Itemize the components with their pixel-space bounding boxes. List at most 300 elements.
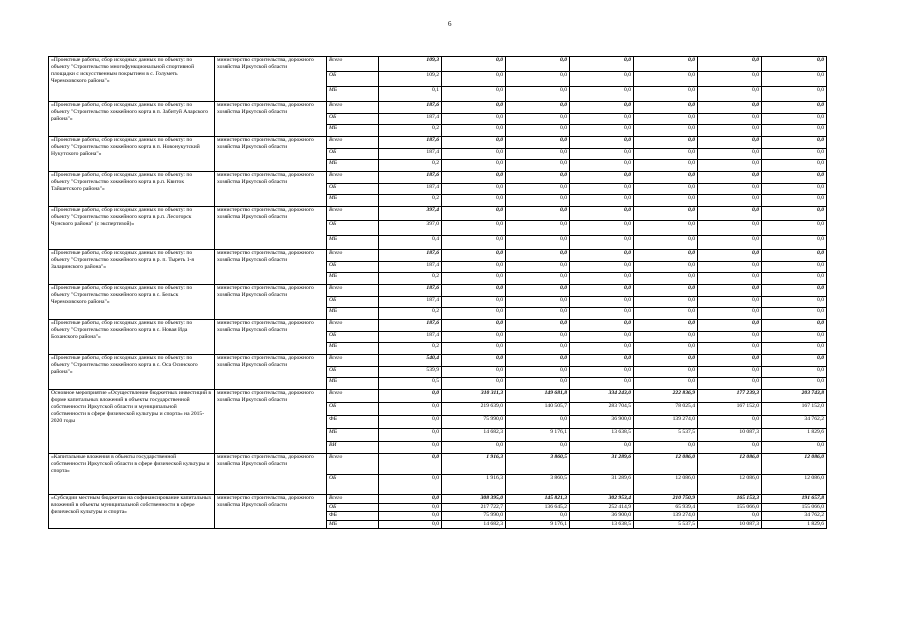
amount-cell: 0,0 (634, 355, 698, 367)
amount-cell: 0,0 (762, 184, 827, 195)
amount-cell: 0,0 (442, 297, 506, 308)
amount-cell: 0,0 (698, 160, 762, 172)
amount-cell: 0,0 (762, 207, 827, 221)
table-row-total (49, 454, 827, 475)
amount-cell: 0,0 (442, 221, 506, 236)
amount-cell: 0,0 (698, 102, 762, 114)
amount-cell: 155 066,0 (698, 504, 762, 512)
amount-cell: 3 860,5 (506, 454, 570, 475)
amount-cell: 0,0 (506, 378, 570, 390)
amount-cell: 0,0 (698, 512, 762, 521)
amount-cell: 13 638,5 (570, 521, 634, 529)
amount-cell: 0,0 (570, 207, 634, 221)
amount-cell: 397,0 (379, 221, 442, 236)
amount-cell: 34 762,2 (762, 512, 827, 521)
amount-cell: 0,0 (570, 285, 634, 297)
responsible-executor: министерство строительства, дорожного хозяйства Иркутской области (215, 285, 327, 320)
amount-cell: 0,0 (442, 442, 506, 454)
amount-cell: 0,0 (506, 102, 570, 114)
amount-cell: 0,0 (442, 250, 506, 262)
amount-cell: 191 657,8 (762, 495, 827, 504)
amount-cell: 0,0 (570, 114, 634, 125)
amount-cell: 0,0 (634, 378, 698, 390)
amount-cell: 308 395,0 (442, 495, 506, 504)
amount-cell: 540,4 (379, 355, 442, 367)
amount-cell: 0,0 (506, 250, 570, 262)
amount-cell: 0,0 (762, 195, 827, 207)
amount-cell: 0,0 (570, 355, 634, 367)
measure-name: «Субсидии местным бюджетам на софинансирование капитальных вложений в объекты муниципальной собственности в сфере физической культуры и спорта» (49, 495, 215, 529)
amount-cell: 36 900,0 (570, 512, 634, 521)
amount-cell: 252 414,9 (570, 504, 634, 512)
responsible-executor: министерство строительства, дорожного хозяйства Иркутской области (215, 355, 327, 390)
amount-cell: 0,0 (570, 297, 634, 308)
amount-cell: 187,4 (379, 297, 442, 308)
amount-cell: 0,0 (506, 285, 570, 297)
amount-cell: 0,0 (379, 475, 442, 495)
amount-cell: 5 537,5 (634, 429, 698, 442)
amount-cell: 0,0 (506, 184, 570, 195)
amount-cell: 0,0 (762, 221, 827, 236)
amount-cell: 0,0 (634, 125, 698, 137)
amount-cell: 0,0 (634, 72, 698, 87)
amount-cell: 0,0 (762, 102, 827, 114)
amount-cell: 140 505,7 (506, 403, 570, 416)
amount-cell: 0,0 (762, 442, 827, 454)
amount-cell: 0,0 (698, 207, 762, 221)
table-row-total (49, 495, 827, 504)
funding-source: Всего (327, 137, 379, 149)
amount-cell: 0,0 (698, 320, 762, 332)
funding-source: МБ (327, 273, 379, 285)
funding-source: Всего (327, 57, 379, 72)
amount-cell: 0,0 (698, 442, 762, 454)
amount-cell: 0,0 (634, 442, 698, 454)
amount-cell: 187,4 (379, 184, 442, 195)
funding-source: МБ (327, 236, 379, 250)
funding-source: ОБ (327, 72, 379, 87)
amount-cell: 0,0 (698, 87, 762, 102)
amount-cell: 0,0 (506, 195, 570, 207)
amount-cell: 0,2 (379, 273, 442, 285)
amount-cell: 1 916,3 (442, 475, 506, 495)
amount-cell: 0,0 (698, 378, 762, 390)
funding-source: МБ (327, 521, 379, 529)
amount-cell: 12 086,0 (762, 475, 827, 495)
amount-cell: 0,0 (698, 195, 762, 207)
amount-cell: 0,0 (570, 57, 634, 72)
amount-cell: 0,0 (698, 343, 762, 355)
amount-cell: 0,0 (442, 343, 506, 355)
measure-name: «Проектные работы, сбор исходных данных по объекту: по объекту "Строительство хоккейного корта в п. Новонукутский Нукутского района"» (49, 137, 215, 172)
amount-cell: 0,0 (698, 308, 762, 320)
amount-cell: 0,0 (442, 262, 506, 273)
budget-table (48, 56, 827, 529)
amount-cell: 0,0 (698, 137, 762, 149)
funding-source: ФБ (327, 512, 379, 521)
funding-source: МБ (327, 429, 379, 442)
amount-cell: 0,0 (634, 343, 698, 355)
amount-cell: 187,6 (379, 102, 442, 114)
amount-cell: 0,0 (570, 72, 634, 87)
amount-cell: 34 762,2 (762, 416, 827, 429)
amount-cell: 0,0 (570, 221, 634, 236)
amount-cell: 0,0 (634, 250, 698, 262)
funding-source: Всего (327, 250, 379, 262)
funding-source: ОБ (327, 403, 379, 416)
amount-cell: 0,5 (379, 378, 442, 390)
amount-cell: 0,0 (762, 378, 827, 390)
amount-cell: 0,0 (698, 355, 762, 367)
amount-cell: 12 086,0 (698, 475, 762, 495)
amount-cell: 0,0 (506, 308, 570, 320)
amount-cell: 0,0 (762, 57, 827, 72)
amount-cell: 109,2 (379, 72, 442, 87)
amount-cell: 0,0 (506, 416, 570, 429)
amount-cell: 0,0 (570, 125, 634, 137)
funding-source: ОБ (327, 262, 379, 273)
amount-cell: 12 086,0 (698, 454, 762, 475)
amount-cell: 0,0 (634, 285, 698, 297)
responsible-executor: министерство строительства, дорожного хозяйства Иркутской области (215, 390, 327, 454)
amount-cell: 0,0 (379, 512, 442, 521)
amount-cell: 0,0 (442, 332, 506, 343)
amount-cell: 0,0 (506, 207, 570, 221)
amount-cell: 0,0 (570, 195, 634, 207)
amount-cell: 0,0 (634, 195, 698, 207)
amount-cell: 0,0 (506, 160, 570, 172)
amount-cell: 0,0 (442, 57, 506, 72)
amount-cell: 0,0 (762, 72, 827, 87)
responsible-executor: министерство строительства, дорожного хозяйства Иркутской области (215, 102, 327, 137)
amount-cell: 0,0 (379, 390, 442, 403)
amount-cell: 0,0 (570, 262, 634, 273)
funding-source: ОБ (327, 149, 379, 160)
amount-cell: 0,0 (634, 367, 698, 378)
amount-cell: 165 153,3 (698, 495, 762, 504)
amount-cell: 0,0 (570, 149, 634, 160)
amount-cell: 0,0 (379, 454, 442, 475)
amount-cell: 13 638,5 (570, 429, 634, 442)
responsible-executor: министерство строительства, дорожного хозяйства Иркутской области (215, 207, 327, 250)
measure-name: «Проектные работы, сбор исходных данных по объекту: по объекту "Строительство хоккейного корта в п. Забитуй Аларского района"» (49, 102, 215, 137)
responsible-executor: министерство строительства, дорожного хозяйства Иркутской области (215, 250, 327, 285)
measure-name: «Проектные работы, сбор исходных данных по объекту: по объекту "Строительство хоккейного корта в с. Новая Ида Боханского района"» (49, 320, 215, 355)
table-row-total (49, 137, 827, 149)
amount-cell: 187,4 (379, 332, 442, 343)
amount-cell: 0,0 (762, 172, 827, 184)
amount-cell: 9 176,1 (506, 521, 570, 529)
amount-cell: 0,0 (762, 343, 827, 355)
amount-cell: 0,0 (698, 416, 762, 429)
funding-source: Всего (327, 285, 379, 297)
amount-cell: 139 274,0 (634, 512, 698, 521)
table-row-total (49, 102, 827, 114)
table-row-total (49, 285, 827, 297)
funding-source: ОБ (327, 221, 379, 236)
amount-cell: 0,0 (570, 308, 634, 320)
funding-source: ФБ (327, 416, 379, 429)
amount-cell: 136 645,2 (506, 504, 570, 512)
amount-cell: 0,0 (634, 102, 698, 114)
amount-cell: 0,0 (570, 378, 634, 390)
amount-cell: 0,0 (634, 137, 698, 149)
amount-cell: 1 829,6 (762, 429, 827, 442)
funding-source: МБ (327, 87, 379, 102)
amount-cell: 1 916,3 (442, 454, 506, 475)
amount-cell: 0,0 (379, 504, 442, 512)
amount-cell: 0,0 (506, 137, 570, 149)
amount-cell: 0,0 (698, 57, 762, 72)
responsible-executor: министерство строительства, дорожного хозяйства Иркутской области (215, 57, 327, 102)
responsible-executor: министерство строительства, дорожного хозяйства Иркутской области (215, 137, 327, 172)
table-row-total (49, 207, 827, 221)
amount-cell: 0,0 (698, 262, 762, 273)
amount-cell: 0,0 (506, 262, 570, 273)
amount-cell: 12 086,0 (634, 475, 698, 495)
amount-cell: 310 311,3 (442, 390, 506, 403)
funding-source: МБ (327, 378, 379, 390)
amount-cell: 0,0 (506, 512, 570, 521)
amount-cell: 0,0 (570, 250, 634, 262)
amount-cell: 0,0 (634, 172, 698, 184)
amount-cell: 0,0 (762, 137, 827, 149)
amount-cell: 0,0 (762, 114, 827, 125)
amount-cell: 75 990,0 (442, 512, 506, 521)
amount-cell: 0,0 (442, 308, 506, 320)
amount-cell: 145 821,3 (506, 495, 570, 504)
amount-cell: 0,0 (442, 273, 506, 285)
amount-cell: 0,0 (698, 149, 762, 160)
measure-name: «Проектные работы, сбор исходных данных по объекту: по объекту "Строительство хоккейного корта в с. Оса Осинского района"» (49, 355, 215, 390)
measure-name: «Проектные работы, сбор исходных данных по объекту: по объекту "Строительство хоккейного корта в с. Бельск Черемховского района"» (49, 285, 215, 320)
amount-cell: 0,0 (442, 149, 506, 160)
table-row-total (49, 172, 827, 184)
amount-cell: 0,0 (442, 184, 506, 195)
amount-cell: 0,0 (442, 72, 506, 87)
amount-cell: 0,0 (698, 221, 762, 236)
amount-cell: 0,0 (762, 160, 827, 172)
amount-cell: 149 681,8 (506, 390, 570, 403)
amount-cell: 0,0 (442, 236, 506, 250)
amount-cell: 9 176,1 (506, 429, 570, 442)
amount-cell: 0,0 (506, 273, 570, 285)
amount-cell: 0,0 (442, 160, 506, 172)
amount-cell: 0,0 (570, 320, 634, 332)
amount-cell: 302 953,4 (570, 495, 634, 504)
funding-source: Всего (327, 207, 379, 221)
amount-cell: 0,0 (698, 285, 762, 297)
amount-cell: 187,4 (379, 114, 442, 125)
measure-name: «Проектные работы, сбор исходных данных по объекту: по объекту "Строительство хоккейного корта в р.п. Лесогорск Чунского района" (с экспертизой)» (49, 207, 215, 250)
amount-cell: 0,0 (634, 149, 698, 160)
measure-name: «Проектные работы, сбор исходных данных по объекту: по объекту "Строительство хоккейного корта в р. п. Тыреть 1-я Заларинского района"» (49, 250, 215, 285)
amount-cell: 0,0 (570, 87, 634, 102)
page-number: 6 (448, 20, 452, 28)
amount-cell: 14 682,3 (442, 429, 506, 442)
amount-cell: 0,0 (762, 87, 827, 102)
amount-cell: 0,0 (442, 137, 506, 149)
amount-cell: 0,0 (506, 343, 570, 355)
amount-cell: 0,0 (698, 114, 762, 125)
funding-source: МБ (327, 125, 379, 137)
funding-source: ОБ (327, 184, 379, 195)
amount-cell: 0,0 (570, 332, 634, 343)
amount-cell: 0,0 (762, 367, 827, 378)
funding-source: ОБ (327, 332, 379, 343)
amount-cell: 217 722,7 (442, 504, 506, 512)
amount-cell: 0,0 (442, 195, 506, 207)
table-row-total (49, 320, 827, 332)
amount-cell: 210 750,9 (634, 495, 698, 504)
amount-cell: 222 836,9 (634, 390, 698, 403)
amount-cell: 65 939,4 (634, 504, 698, 512)
measure-name: «Капитальные вложения в объекты государственной собственности Иркутской области в сфере физической культуры и спорта» (49, 454, 215, 495)
amount-cell: 0,0 (506, 367, 570, 378)
amount-cell: 0,0 (506, 297, 570, 308)
amount-cell: 0,0 (506, 221, 570, 236)
amount-cell: 0,0 (442, 320, 506, 332)
amount-cell: 10 087,3 (698, 429, 762, 442)
amount-cell: 0,0 (634, 297, 698, 308)
amount-cell: 0,0 (442, 172, 506, 184)
amount-cell: 0,0 (442, 207, 506, 221)
amount-cell: 0,0 (570, 442, 634, 454)
funding-source: ОБ (327, 297, 379, 308)
funding-source: Всего (327, 172, 379, 184)
responsible-executor: министерство строительства, дорожного хозяйства Иркутской области (215, 320, 327, 355)
amount-cell: 12 086,0 (762, 454, 827, 475)
amount-cell: 187,6 (379, 172, 442, 184)
amount-cell: 0,0 (442, 378, 506, 390)
funding-source: Всего (327, 454, 379, 475)
amount-cell: 14 682,3 (442, 521, 506, 529)
amount-cell: 0,0 (570, 343, 634, 355)
amount-cell: 0,0 (570, 172, 634, 184)
amount-cell: 12 086,0 (634, 454, 698, 475)
funding-source: ВИ (327, 442, 379, 454)
amount-cell: 0,0 (698, 125, 762, 137)
funding-source: МБ (327, 308, 379, 320)
amount-cell: 0,0 (379, 521, 442, 529)
amount-cell: 0,0 (506, 72, 570, 87)
amount-cell: 334 243,0 (570, 390, 634, 403)
amount-cell: 0,0 (698, 236, 762, 250)
amount-cell: 0,0 (698, 172, 762, 184)
amount-cell: 0,0 (379, 403, 442, 416)
funding-source: МБ (327, 343, 379, 355)
amount-cell: 0,1 (379, 87, 442, 102)
amount-cell: 0,0 (570, 102, 634, 114)
amount-cell: 397,4 (379, 207, 442, 221)
amount-cell: 0,0 (379, 429, 442, 442)
amount-cell: 0,0 (442, 114, 506, 125)
amount-cell: 167 152,0 (698, 403, 762, 416)
amount-cell: 0,0 (506, 57, 570, 72)
table-row-total (49, 355, 827, 367)
amount-cell: 1 829,6 (762, 521, 827, 529)
amount-cell: 187,6 (379, 250, 442, 262)
responsible-executor: министерство строительства, дорожного хозяйства Иркутской области (215, 454, 327, 495)
amount-cell: 0,0 (570, 236, 634, 250)
amount-cell: 0,0 (506, 114, 570, 125)
funding-source: МБ (327, 195, 379, 207)
funding-source: Всего (327, 320, 379, 332)
amount-cell: 0,0 (442, 87, 506, 102)
funding-source: Всего (327, 390, 379, 403)
amount-cell: 0,0 (570, 184, 634, 195)
amount-cell: 0,0 (634, 320, 698, 332)
amount-cell: 219 639,0 (442, 403, 506, 416)
amount-cell: 0,0 (634, 160, 698, 172)
amount-cell: 36 900,0 (570, 416, 634, 429)
amount-cell: 0,0 (506, 172, 570, 184)
amount-cell: 0,2 (379, 343, 442, 355)
measure-name: «Проектные работы, сбор исходных данных по объекту: по объекту "Строительство хоккейного корта в р.п. Квиток Тайшетского района"» (49, 172, 215, 207)
amount-cell: 0,0 (698, 72, 762, 87)
amount-cell: 0,0 (698, 367, 762, 378)
amount-cell: 0,0 (442, 355, 506, 367)
funding-source: Всего (327, 495, 379, 504)
amount-cell: 0,0 (570, 137, 634, 149)
table-row-total (49, 57, 827, 72)
amount-cell: 0,2 (379, 195, 442, 207)
amount-cell: 0,0 (762, 149, 827, 160)
amount-cell: 0,0 (634, 114, 698, 125)
amount-cell: 0,2 (379, 308, 442, 320)
amount-cell: 0,0 (634, 221, 698, 236)
amount-cell: 0,0 (506, 332, 570, 343)
amount-cell: 3 860,5 (506, 475, 570, 495)
amount-cell: 0,0 (762, 273, 827, 285)
amount-cell: 0,0 (570, 160, 634, 172)
amount-cell: 0,0 (442, 367, 506, 378)
amount-cell: 283 704,5 (570, 403, 634, 416)
amount-cell: 0,0 (506, 320, 570, 332)
funding-source: Всего (327, 355, 379, 367)
amount-cell: 0,0 (506, 125, 570, 137)
amount-cell: 31 289,6 (570, 475, 634, 495)
amount-cell: 539,9 (379, 367, 442, 378)
amount-cell: 187,4 (379, 149, 442, 160)
amount-cell: 0,0 (698, 273, 762, 285)
amount-cell: 10 087,3 (698, 521, 762, 529)
funding-source: ОБ (327, 114, 379, 125)
amount-cell: 0,0 (634, 308, 698, 320)
amount-cell: 0,0 (506, 442, 570, 454)
amount-cell: 5 537,5 (634, 521, 698, 529)
amount-cell: 0,0 (379, 416, 442, 429)
amount-cell: 203 743,8 (762, 390, 827, 403)
amount-cell: 0,0 (762, 332, 827, 343)
amount-cell: 0,0 (634, 57, 698, 72)
amount-cell: 0,0 (762, 308, 827, 320)
funding-source: ОБ (327, 504, 379, 512)
funding-source: МБ (327, 160, 379, 172)
amount-cell: 0,0 (634, 184, 698, 195)
amount-cell: 167 152,0 (762, 403, 827, 416)
amount-cell: 0,0 (634, 273, 698, 285)
amount-cell: 0,0 (506, 149, 570, 160)
amount-cell: 0,0 (506, 355, 570, 367)
amount-cell: 0,0 (442, 102, 506, 114)
amount-cell: 0,0 (379, 442, 442, 454)
amount-cell: 0,0 (698, 332, 762, 343)
amount-cell: 0,0 (762, 285, 827, 297)
funding-source: ОБ (327, 475, 379, 495)
amount-cell: 78 025,4 (634, 403, 698, 416)
amount-cell: 187,6 (379, 137, 442, 149)
